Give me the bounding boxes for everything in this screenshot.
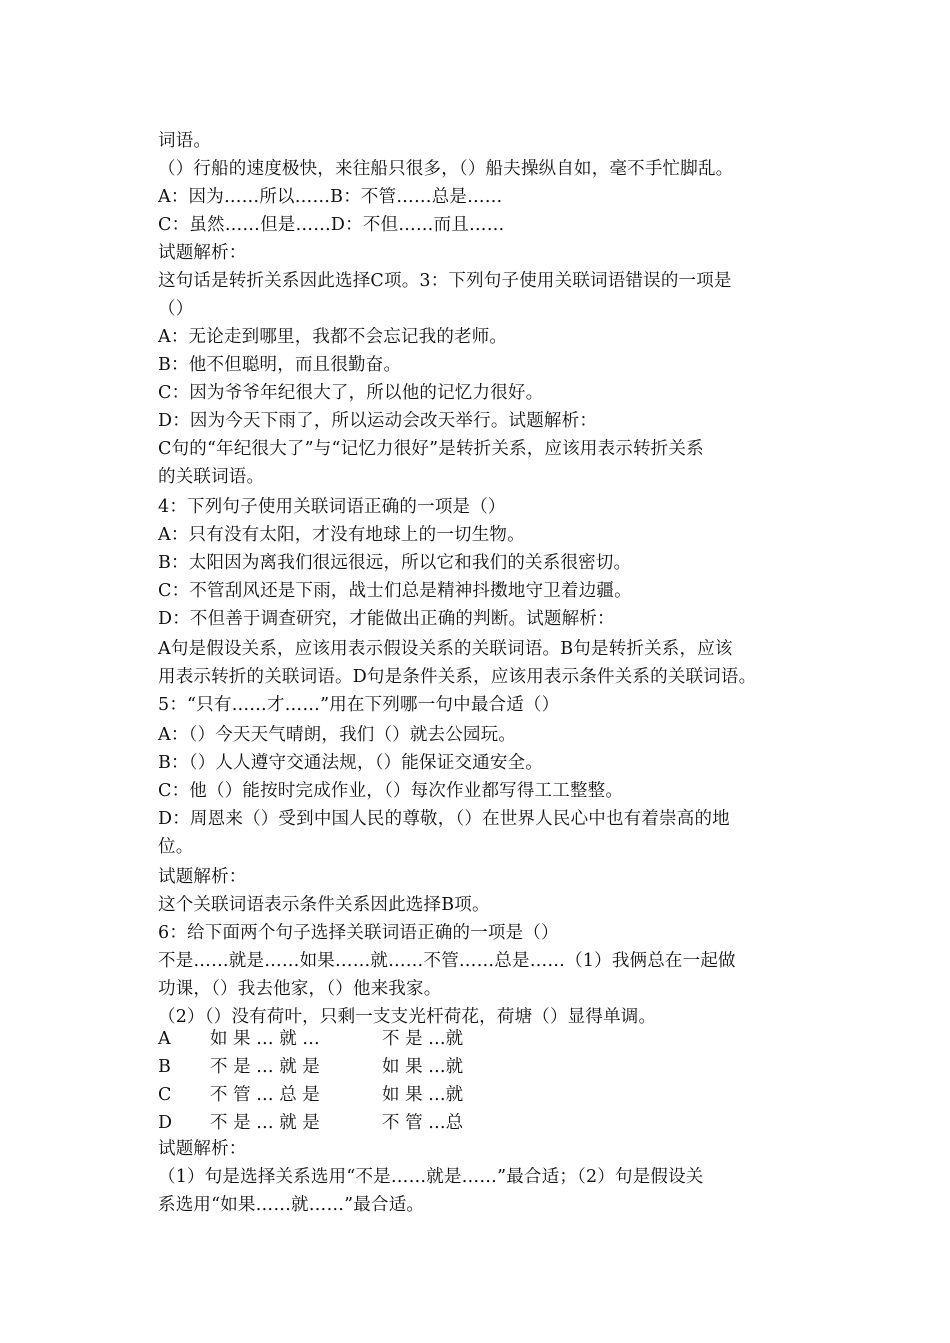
text-line: A：无论走到哪里，我都不会忘记我的老师。 <box>158 327 508 347</box>
text-line: C：他（）能按时完成作业，（）每次作业都写得工工整整。 <box>158 781 624 801</box>
text-line: （） <box>158 299 194 319</box>
text-line: C：虽然……但是……D：不但……而且…… <box>158 215 505 235</box>
text-line: 功课，（）我去他家，（）他来我家。 <box>158 979 442 999</box>
text-line: 用表示转折的关联词语。D句是条件关系，应该用表示条件关系的关联词语。 <box>158 667 757 687</box>
text-line: 6：给下面两个句子选择关联词语正确的一项是（） <box>158 923 559 943</box>
text-line: D：周恩来（）受到中国人民的尊敬，（）在世界人民心中也有着崇高的地 <box>158 809 730 829</box>
option-letter: B <box>158 1057 171 1077</box>
text-line: 这个关联词语表示条件关系因此选择B项。 <box>158 895 490 915</box>
option-first-pair: 不 是 … 就 是 <box>210 1113 320 1133</box>
text-line: A：只有没有太阳，才没有地球上的一切生物。 <box>158 525 525 545</box>
text-line: C句的“年纪很大了”与“记忆力很好”是转折关系，应该用表示转折关系 <box>158 439 704 459</box>
text-line: 试题解析： <box>158 1139 247 1159</box>
text-line: C：不管刮风还是下雨，战士们总是精神抖擞地守卫着边疆。 <box>158 581 632 601</box>
option-letter: A <box>158 1029 171 1049</box>
text-line: 位。 <box>158 837 194 857</box>
text-line: D：因为今天下雨了，所以运动会改天举行。试题解析： <box>158 411 598 431</box>
option-second-pair: 如 果 …就 <box>382 1057 464 1077</box>
text-line: B：他不但聪明，而且很勤奋。 <box>158 355 402 375</box>
option-letter: C <box>158 1085 172 1105</box>
text-line: 词语。 <box>158 131 212 151</box>
option-letter: D <box>158 1113 173 1133</box>
option-first-pair: 不 是 … 就 是 <box>210 1057 320 1077</box>
text-line: D：不但善于调查研究，才能做出正确的判断。试题解析： <box>158 609 615 629</box>
text-line: 这句话是转折关系因此选择C项。3：下列句子使用关联词语错误的一项是 <box>158 271 732 291</box>
option-second-pair: 不 是 …就 <box>382 1029 464 1049</box>
text-line: C：因为爷爷年纪很大了，所以他的记忆力很好。 <box>158 383 544 403</box>
text-line: （）行船的速度极快，来往船只很多，（）船夫操纵自如，毫不手忙脚乱。 <box>158 159 734 179</box>
text-line: 试题解析： <box>158 867 247 887</box>
text-line: （2）（）没有荷叶，只剩一支支光杆荷花，荷塘（）显得单调。 <box>158 1007 657 1027</box>
text-line: 5：“只有……才……”用在下列哪一句中最合适（） <box>158 695 560 715</box>
text-line: 4：下列句子使用关联词语正确的一项是（） <box>158 497 506 517</box>
option-first-pair: 如 果 … 就 … <box>210 1029 320 1049</box>
text-line: B：（）人人遵守交通法规，（）能保证交通安全。 <box>158 753 543 773</box>
text-line: A句是假设关系，应该用表示假设关系的关联词语。B句是转折关系，应该 <box>158 639 733 659</box>
text-line: 不是……就是……如果……就……不管……总是……（1）我俩总在一起做 <box>158 951 736 971</box>
text-line: A：因为……所以……B：不管……总是…… <box>158 187 503 207</box>
option-second-pair: 如 果 …就 <box>382 1085 464 1105</box>
text-line: 试题解析： <box>158 243 247 263</box>
text-line: B：太阳因为离我们很远很远，所以它和我们的关系很密切。 <box>158 553 632 573</box>
option-first-pair: 不 管 … 总 是 <box>210 1085 320 1105</box>
text-line: （1）句是选择关系选用“不是……就是……”最合适；（2）句是假设关 <box>158 1167 704 1187</box>
option-second-pair: 不 管 …总 <box>382 1113 464 1133</box>
text-line: 的关联词语。 <box>158 467 265 487</box>
text-line: A：（）今天天气晴朗，我们（）就去公园玩。 <box>158 725 517 745</box>
text-line: 系选用“如果……就……”最合适。 <box>158 1195 425 1215</box>
